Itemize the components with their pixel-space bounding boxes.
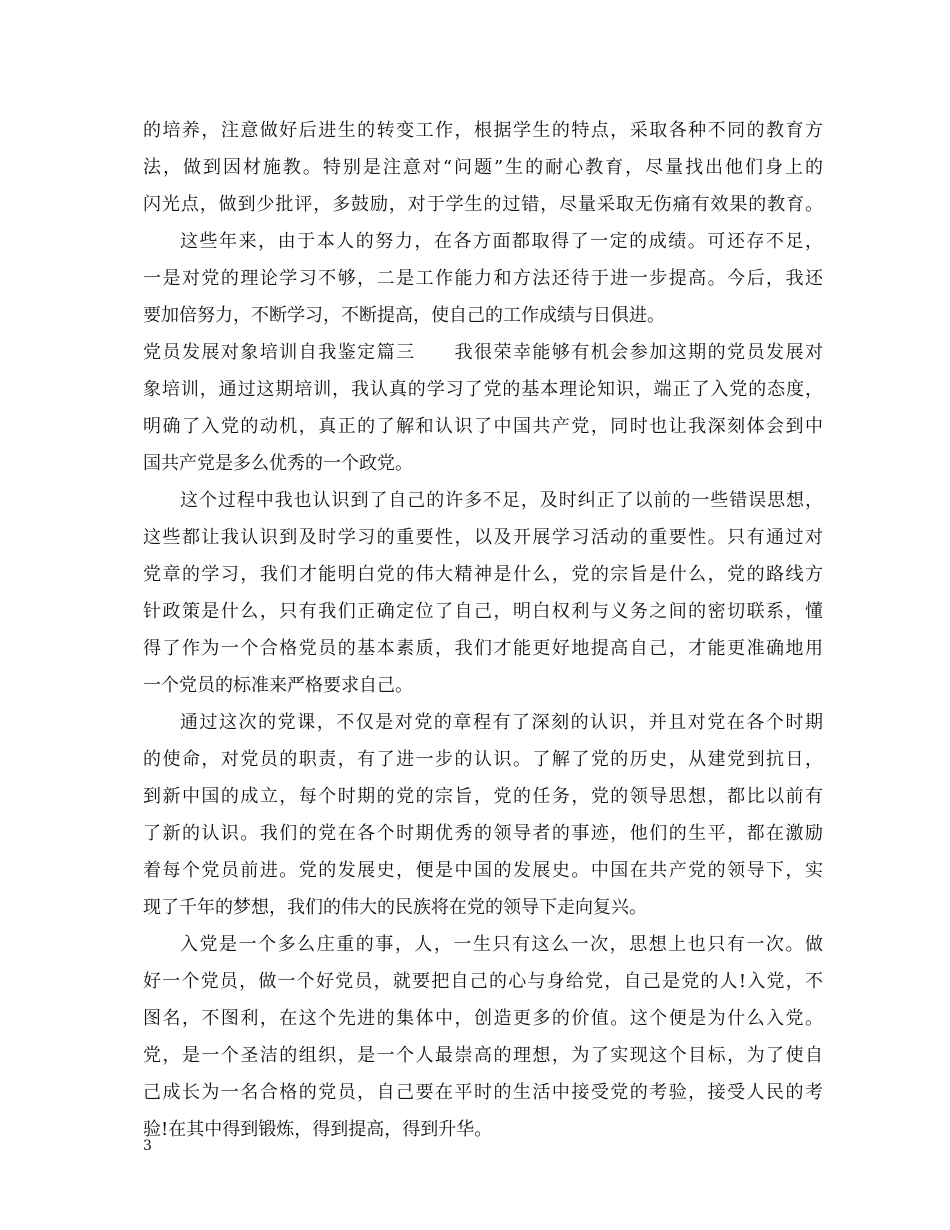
text-line: 到新中国的成立，每个时期的党的宗旨，党的任务，党的领导思想，都比以前有 — [143, 786, 823, 807]
text-line: 国共产党是多么优秀的一个政党。 — [143, 453, 413, 474]
text-line: 入党是一个多么庄重的事，人，一生只有这么一次，思想上也只有一次。做 — [180, 934, 823, 955]
text-line: 明确了入党的动机，真正的了解和认识了中国共产党，同时也让我深刻体会到中 — [143, 416, 823, 437]
text-line: 法，做到因材施教。特别是注意对“问题”生的耐心教育，尽量找出他们身上的 — [143, 157, 823, 178]
text-line: 得了作为一个合格党员的基本素质，我们才能更好地提高自己，才能更准确地用 — [143, 638, 823, 659]
section-heading-line: 党员发展对象培训自我鉴定篇三 我很荣幸能够有机会参加这期的党员发展对 — [143, 342, 823, 363]
text-line: 图名，不图利，在这个先进的集体中，创造更多的价值。这个便是为什么入党。 — [143, 1008, 823, 1029]
text-line: 象培训，通过这期培训，我认真的学习了党的基本理论知识，端正了入党的态度， — [143, 379, 823, 400]
text-line: 现了千年的梦想，我们的伟大的民族将在党的领导下走向复兴。 — [143, 897, 647, 918]
text-line: 这个过程中我也认识到了自己的许多不足，及时纠正了以前的一些错误思想， — [180, 490, 823, 511]
text-line: 要加倍努力，不断学习，不断提高，使自己的工作成绩与日俱进。 — [143, 305, 665, 326]
text-line: 党章的学习，我们才能明白党的伟大精神是什么，党的宗旨是什么，党的路线方 — [143, 564, 823, 585]
text-line: 闪光点，做到少批评，多鼓励，对于学生的过错，尽量采取无伤痛有效果的教育。 — [143, 194, 823, 215]
text-line: 了新的认识。我们的党在各个时期优秀的领导者的事迹，他们的生平，都在激励 — [143, 823, 823, 844]
text-line: 验!在其中得到锻炼，得到提高，得到升华。 — [143, 1119, 493, 1140]
text-line: 己成长为一名合格的党员，自己要在平时的生活中接受党的考验，接受人民的考 — [143, 1082, 823, 1103]
text-line: 一个党员的标准来严格要求自己。 — [143, 675, 413, 696]
text-line: 通过这次的党课，不仅是对党的章程有了深刻的认识，并且对党在各个时期 — [180, 712, 823, 733]
text-line: 一是对党的理论学习不够，二是工作能力和方法还待于进一步提高。今后，我还 — [143, 268, 823, 289]
text-line: 针政策是什么，只有我们正确定位了自己，明白权利与义务之间的密切联系，懂 — [143, 601, 823, 622]
text-line: 党，是一个圣洁的组织，是一个人最崇高的理想，为了实现这个目标，为了使自 — [143, 1045, 823, 1066]
text-line: 的培养，注意做好后进生的转变工作，根据学生的特点，采取各种不同的教育方 — [143, 120, 823, 141]
text-line: 着每个党员前进。党的发展史，便是中国的发展史。中国在共产党的领导下，实 — [143, 860, 823, 881]
text-line: 好一个党员，做一个好党员，就要把自己的心与身给党，自己是党的人!入党，不 — [143, 971, 823, 992]
document-body — [143, 112, 823, 1148]
page-number: 3 — [143, 1138, 152, 1154]
text-line: 这些年来，由于本人的努力，在各方面都取得了一定的成绩。可还存不足， — [180, 231, 823, 252]
text-line: 的使命，对党员的职责，有了进一步的认识。了解了党的历史，从建党到抗日， — [143, 749, 823, 770]
text-line: 这些都让我认识到及时学习的重要性，以及开展学习活动的重要性。只有通过对 — [143, 527, 823, 548]
